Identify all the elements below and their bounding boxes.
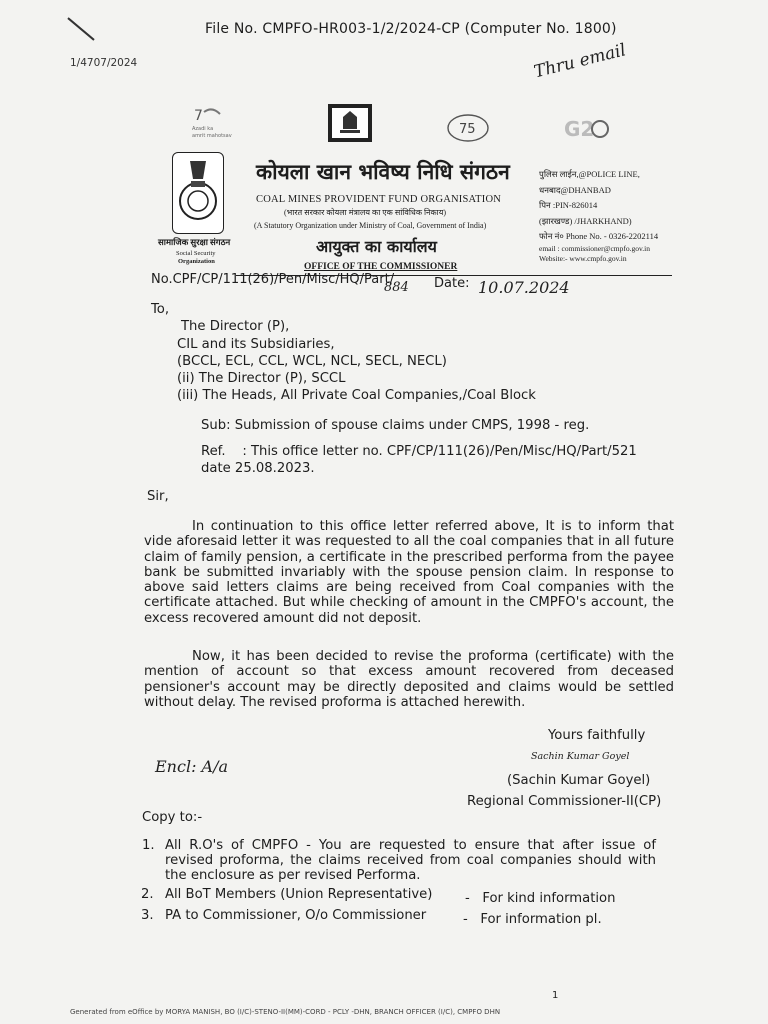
emblem-caption-hindi: सामाजिक सुरक्षा संगठन xyxy=(158,237,231,247)
reference-line-1: Ref. : This office letter no. CPF/CP/111(26)/Pen/Misc/HQ/Part/521 xyxy=(201,444,637,459)
copy-item-3-number: 3. xyxy=(141,908,154,923)
office-title-hindi: आयुक्त का कार्यालय xyxy=(316,237,437,256)
addressee-line-5: (iii) The Heads, All Private Coal Companies,/Coal Block xyxy=(177,388,536,403)
emblem-caption-english-2: Organization xyxy=(178,258,215,265)
copy-item-3-note: - For information pl. xyxy=(463,912,602,927)
svg-text:Azadi ka: Azadi ka xyxy=(192,126,214,132)
address-line-2: धनबाद@DHANBAD xyxy=(539,185,611,195)
body-paragraph-1: In continuation to this office letter referred above, It is to inform that vide aforesaid letter it was requested to all the coal companies that in all future claim of family pension, a certificate in the prescribed performa from the payee bank be submitted invariably with the spouse pension claim. In response to above said letters claims are being received from Coal companies with the certificate attached. But while checking of amount in the CMPFO's account, the excess recovered amount did not deposit. xyxy=(144,519,674,626)
azadi-logo xyxy=(190,104,240,140)
g20-logo xyxy=(562,112,610,144)
addressee-line-1: The Director (P), xyxy=(181,319,290,334)
signer-title: Regional Commissioner-II(CP) xyxy=(467,794,662,809)
copy-item-2-note: - For kind information xyxy=(465,891,616,906)
address-website[interactable]: Website:- www.cmpfo.gov.in xyxy=(539,254,627,263)
date-handwritten: 10.07.2024 xyxy=(478,278,570,297)
svg-text:G2: G2 xyxy=(564,117,595,141)
org-name-hindi: कोयला खान भविष्य निधि संगठन xyxy=(256,160,510,184)
subject-line: Sub: Submission of spouse claims under CMPS, 1998 - reg. xyxy=(201,418,590,433)
copy-item-2-recipient: All BoT Members (Union Representative) xyxy=(165,887,433,902)
salutation: Sir, xyxy=(147,489,169,504)
signer-name: (Sachin Kumar Goyel) xyxy=(507,773,651,788)
org-name-english: COAL MINES PROVIDENT FUND ORGANISATION xyxy=(256,194,502,205)
national-emblem-logo xyxy=(328,104,372,142)
seventy-five-years-logo xyxy=(445,112,491,144)
reference-line-2: date 25.08.2023. xyxy=(201,461,315,476)
copy-item-1-text: All R.O's of CMPFO - You are requested to ensure that after issue of revised proforma, the claims received from coal companies should with the enclosure as per revised Performa. xyxy=(165,838,656,883)
reference-number-handwritten: 884 xyxy=(384,280,409,295)
svg-text:75: 75 xyxy=(459,122,476,137)
corner-tick-mark xyxy=(67,17,94,40)
address-line-5: फोन नं० Phone No. - 0326-2202114 xyxy=(539,231,659,241)
addressee-line-4: (ii) The Director (P), SCCL xyxy=(177,371,346,386)
diary-number: 1/4707/2024 xyxy=(70,57,138,69)
emblem-caption-english-1: Social Security xyxy=(176,250,216,257)
address-email[interactable]: email : commissioner@cmpfo.gov.in xyxy=(539,244,650,253)
svg-text:7: 7 xyxy=(194,108,203,124)
to-label: To, xyxy=(151,302,170,317)
addressee-line-3: (BCCL, ECL, CCL, WCL, NCL, SECL, NECL) xyxy=(177,354,447,369)
letter-reference-number: No.CPF/CP/111(26)/Pen/Misc/HQ/Part/ xyxy=(151,272,395,287)
date-label: Date: xyxy=(434,276,470,291)
svg-text:amrit mahotsav: amrit mahotsav xyxy=(192,133,232,139)
address-line-4: (झारखण्ड) /JHARKHAND) xyxy=(539,216,632,226)
page-number: 1 xyxy=(552,990,559,1001)
eoffice-footer: Generated from eOffice by MORYA MANISH, BO (I/C)-STENO-II(MM)-CORD - PCLY -DHN, BRANCH OFFICER (I/C), CMPFO DHN xyxy=(70,1008,501,1016)
copy-item-1-number: 1. xyxy=(142,838,155,853)
address-line-3: पिन :PIN-826014 xyxy=(539,200,598,210)
office-title-english: OFFICE OF THE COMMISSIONER xyxy=(304,262,458,272)
cmpfo-emblem xyxy=(172,152,224,234)
closing: Yours faithfully xyxy=(548,728,646,743)
addressee-line-2: CIL and its Subsidiaries, xyxy=(177,337,335,352)
handwritten-email-note: Thru email xyxy=(532,40,629,83)
enclosure-note: Encl: A/a xyxy=(155,757,229,776)
address-line-1: पुलिस लाईन,@POLICE LINE, xyxy=(539,169,640,179)
copy-item-2-number: 2. xyxy=(141,887,154,902)
file-number: File No. CMPFO-HR003-1/2/2024-CP (Computer No. 1800) xyxy=(205,21,617,37)
statutory-note-english: (A Statutory Organization under Ministry of Coal, Government of India) xyxy=(254,221,487,230)
signature: Sachin Kumar Goyel xyxy=(531,751,630,762)
copy-item-3-recipient: PA to Commissioner, O/o Commissioner xyxy=(165,908,427,923)
statutory-note-hindi: (भारत सरकार कोयला मंत्रालय का एक सांविधिक निकाय) xyxy=(284,208,446,217)
copy-to-heading: Copy to:- xyxy=(142,810,203,825)
body-paragraph-2: Now, it has been decided to revise the proforma (certificate) with the mention of account so that excess amount recovered from deceased pensioner's account may be directly deposited and claims would be settled without delay. The revised proforma is attached herewith. xyxy=(144,649,674,710)
